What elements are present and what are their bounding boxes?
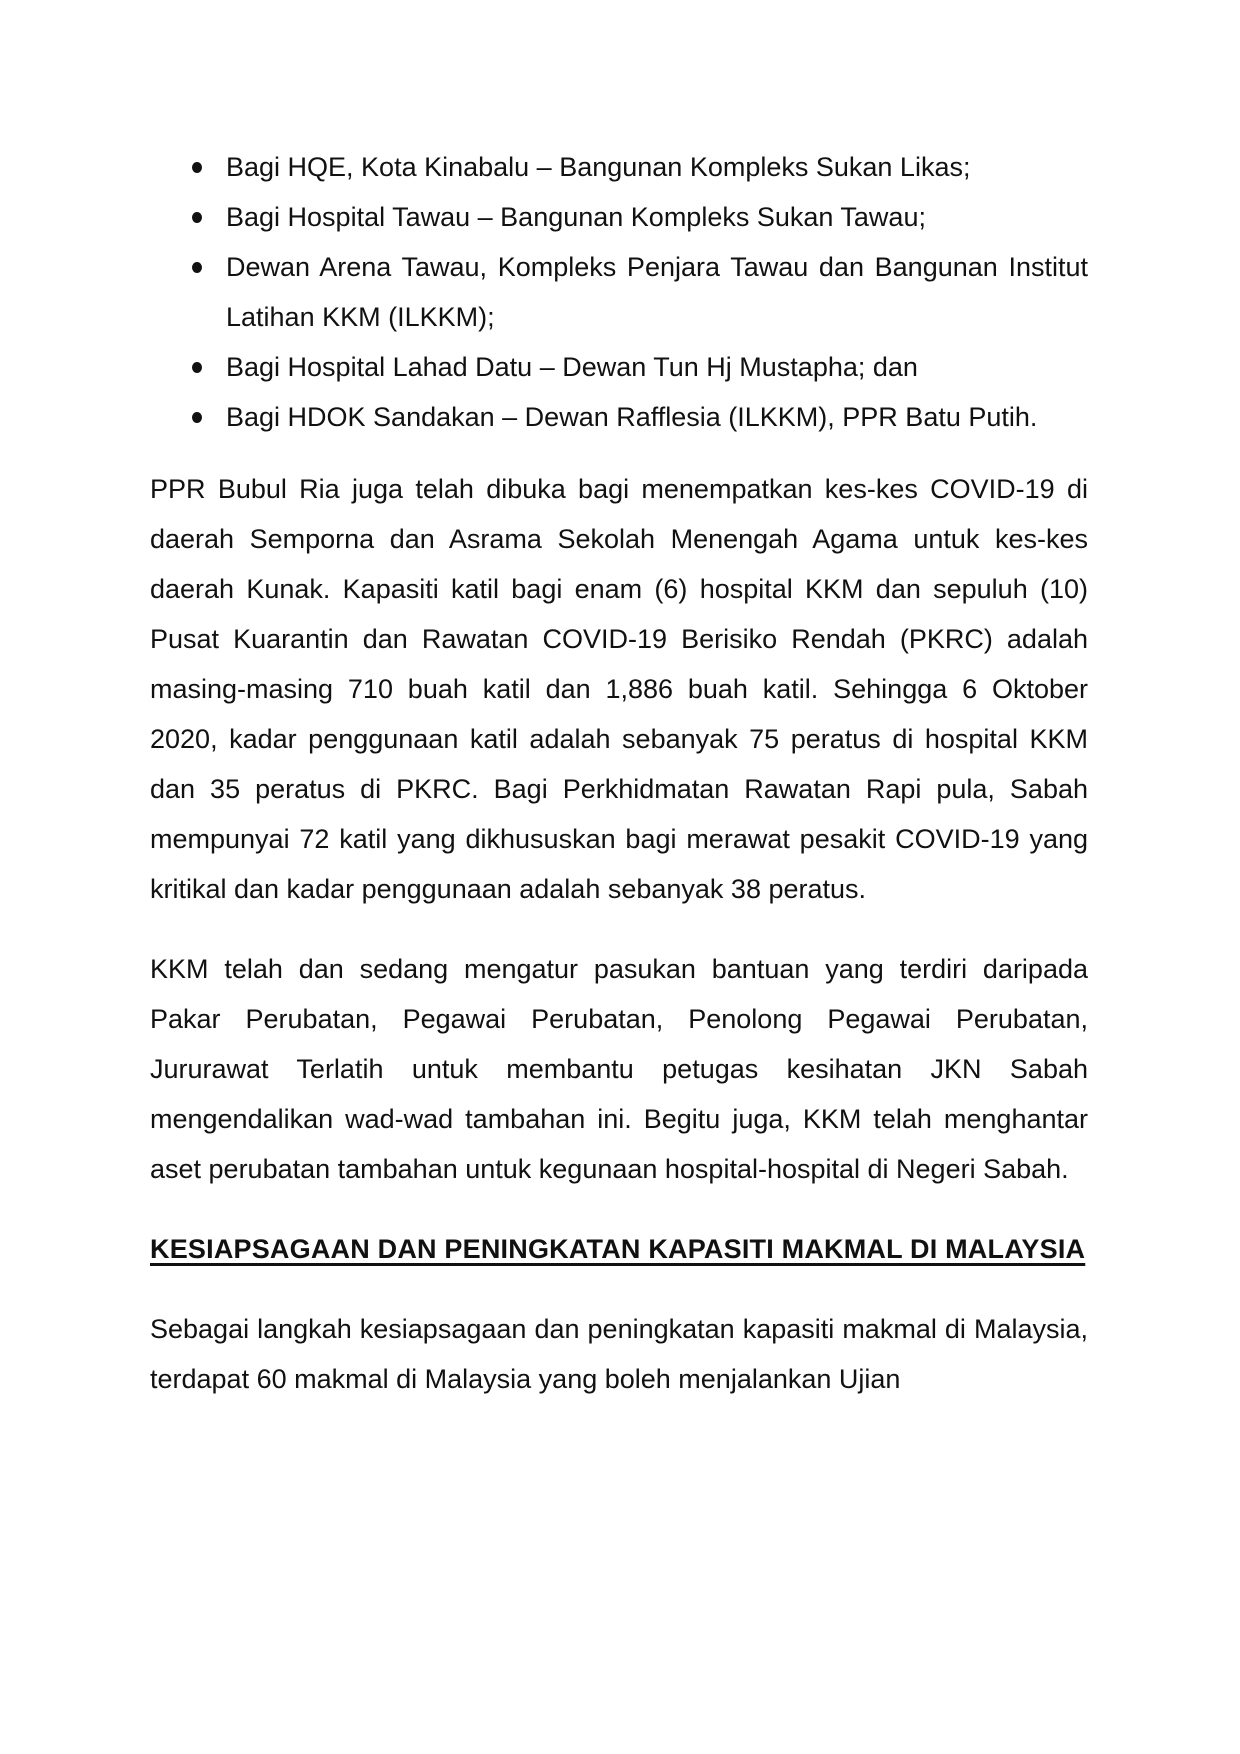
bullet-item: Bagi Hospital Tawau – Bangunan Kompleks Sukan Tawau; — [150, 192, 1088, 242]
bullet-item: Dewan Arena Tawau, Kompleks Penjara Tawau dan Bangunan Institut Latihan KKM (ILKKM); — [150, 242, 1088, 342]
bullet-item: Bagi Hospital Lahad Datu – Dewan Tun Hj Mustapha; dan — [150, 342, 1088, 392]
bullet-dot-icon — [192, 262, 202, 273]
bullet-item: Bagi HDOK Sandakan – Dewan Rafflesia (ILKKM), PPR Batu Putih. — [150, 392, 1088, 442]
bullet-dot-icon — [192, 212, 202, 223]
section-heading: KESIAPSAGAAN DAN PENINGKATAN KAPASITI MAKMAL DI MALAYSIA — [150, 1234, 1086, 1264]
document-page — [150, 142, 1088, 1404]
bullet-item: Bagi HQE, Kota Kinabalu – Bangunan Kompleks Sukan Likas; — [150, 142, 1088, 192]
paragraph-bed-capacity: PPR Bubul Ria juga telah dibuka bagi menempatkan kes-kes COVID-19 di daerah Semporna dan Asrama Sekolah Menengah Agama untuk kes-kes daerah Kunak. Kapasiti katil bagi enam (6) hospital KKM dan sepuluh (10) Pusat Kuarantin dan Rawatan COVID-19 Berisiko Rendah (PKRC) adalah masing-masing 710 buah katil dan 1,886 buah katil. Sehingga 6 Oktober 2020, kadar penggunaan katil adalah sebanyak 75 peratus di hospital KKM dan 35 peratus di PKRC. Bagi Perkhidmatan Rawatan Rapi pula, Sabah mempunyai 72 katil yang dikhususkan bagi merawat pesakit COVID-19 yang kritikal dan kadar penggunaan adalah sebanyak 38 peratus. — [150, 474, 1088, 904]
facility-bullet-list — [150, 142, 1088, 442]
bullet-dot-icon — [192, 412, 202, 423]
bullet-dot-icon — [192, 162, 202, 173]
bullet-dot-icon — [192, 362, 202, 373]
paragraph-lab-capacity: Sebagai langkah kesiapsagaan dan peningkatan kapasiti makmal di Malaysia, terdapat 60 makmal di Malaysia yang boleh menjalankan Ujian — [150, 1314, 1088, 1394]
paragraph-assistance-team: KKM telah dan sedang mengatur pasukan bantuan yang terdiri daripada Pakar Perubatan, Pegawai Perubatan, Penolong Pegawai Perubatan, Jururawat Terlatih untuk membantu petugas kesihatan JKN Sabah mengendalikan wad-wad tambahan ini. Begitu juga, KKM telah menghantar aset perubatan tambahan untuk kegunaan hospital-hospital di Negeri Sabah. — [150, 954, 1088, 1184]
